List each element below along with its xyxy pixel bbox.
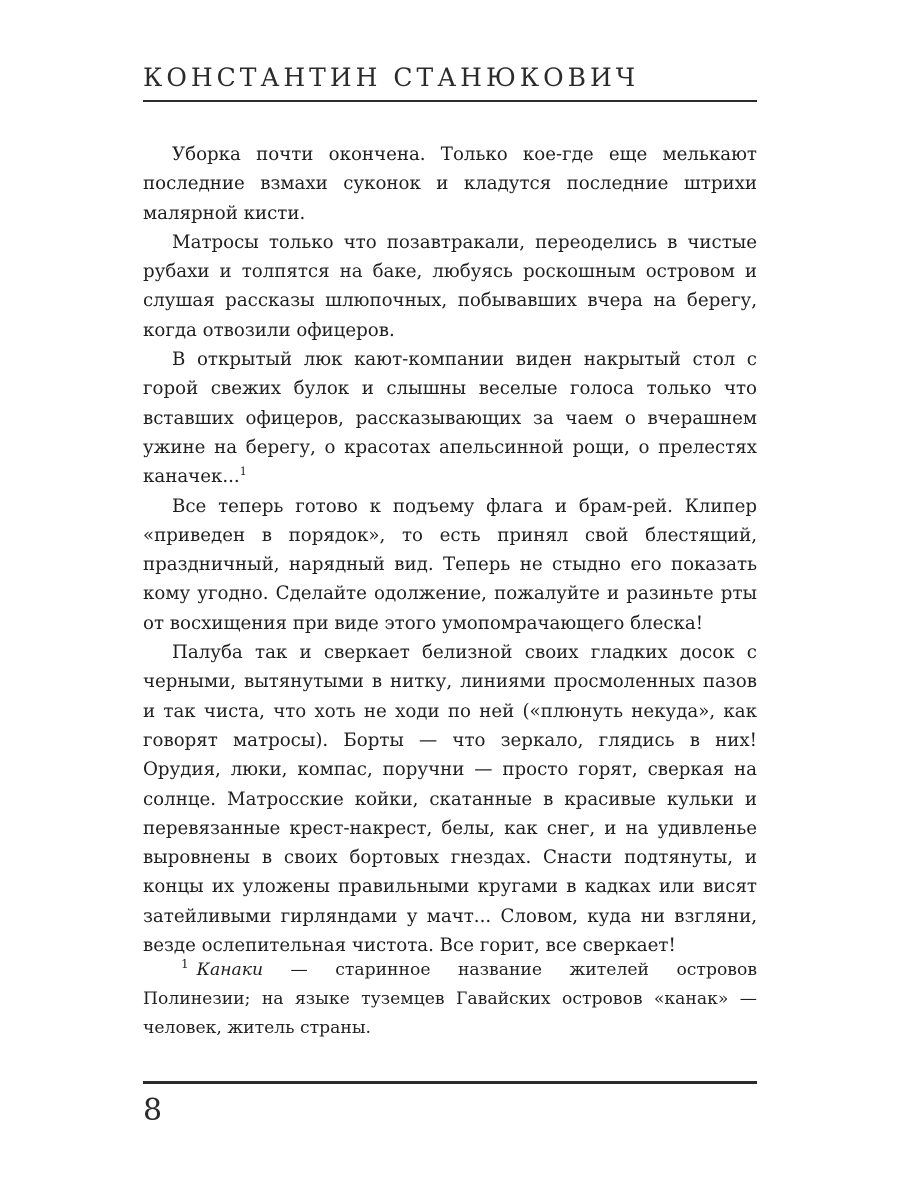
page-number: 8 xyxy=(143,1093,163,1128)
footer-rule xyxy=(143,1081,757,1084)
paragraph-text: В открытый люк кают-компании виден накрытый стол с горой свежих булок и слышны веселые голоса только что вставших офицеров, рассказывающих за чаем о вчерашнем ужине на берегу, о красотах апельсинной рощи, о прелестях каначек... xyxy=(143,349,757,488)
paragraph: Все теперь готово к подъему флага и брам-рей. Клипер «приведен в порядок», то есть принял свой блестящий, праздничный, нарядный вид. Теперь не стыдно его показать кому угодно. Сделайте одолжение, пожалуйте и разиньте рты от восхищения при виде этого умопомрачающего блеска! xyxy=(143,495,757,634)
footnote-term: Канаки xyxy=(196,960,264,980)
paragraph xyxy=(143,345,757,491)
paragraph: Уборка почти окончена. Только кое-где еще мелькают последние взмахи суконок и кладутся последние штрихи малярной кисти. xyxy=(143,144,757,224)
footnote-reference[interactable]: 1 xyxy=(239,465,247,479)
header-rule xyxy=(143,100,757,102)
paragraph: Матросы только что позавтракали, переоделись в чистые рубахи и толпятся на баке, любуясь роскошным островом и слушая рассказы шлюпочных, побывавших вчера на берегу, когда отвозили офицеров. xyxy=(143,231,757,341)
main-text xyxy=(143,140,757,960)
paragraph: Палуба так и сверкает белизной своих гладких досок с черными, вытянутыми в нитку, линиями просмоленных пазов и так чиста, что хоть не ходи по ней («плюнуть некуда», как говорят матросы). Борты — что зеркало, глядись в них! Орудия, люки, компас, поручни — просто горят, сверкая на солнце. Матросские койки, скатанные в красивые кульки и перевязанные крест-накрест, белы, как снег, и на удивленье выровнены в своих бортовых гнездах. Снасти подтянуты, и концы их уложены правильными кругами в кадках или висят затейливыми гирляндами у мачт... Словом, куда ни взгляни, везде ослепительная чистота. Все горит, все сверкает! xyxy=(143,642,757,957)
footnote-text: — старинное название жителей островов Полинезии; на языке туземцев Гавайских островов «канак» — человек, житель страны. xyxy=(143,960,757,1038)
footnote xyxy=(143,956,757,1043)
running-header-title: КОНСТАНТИН СТАНЮКОВИЧ xyxy=(143,63,640,92)
footnote-marker: 1 xyxy=(181,957,189,972)
footnote-paragraph xyxy=(143,956,757,1043)
